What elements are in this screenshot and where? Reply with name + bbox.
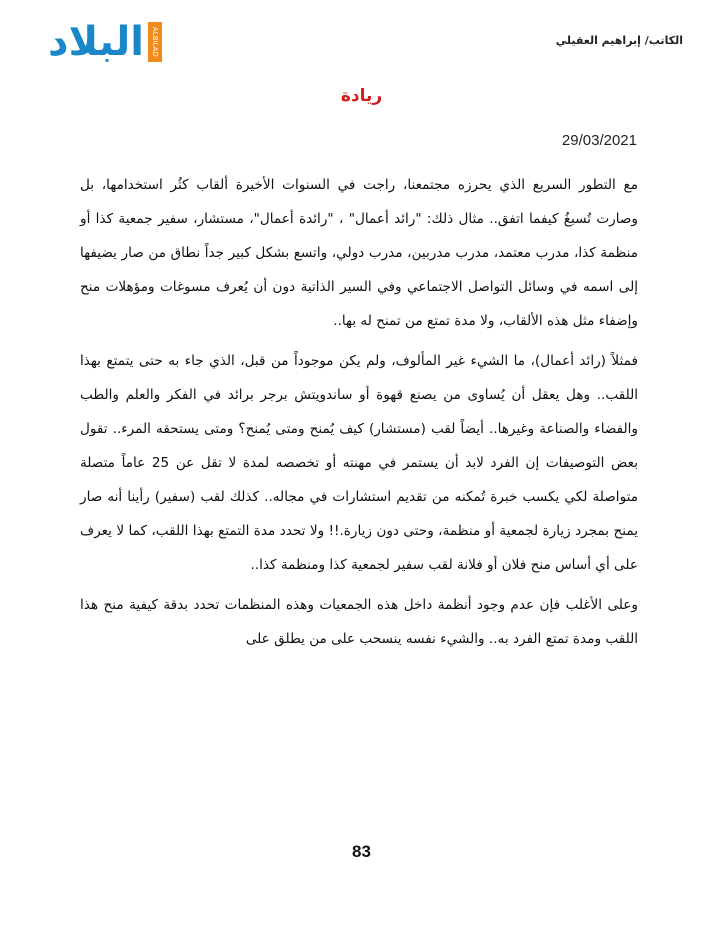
logo-tv-tag: ALBILAD (148, 22, 162, 62)
article-date: 29/03/2021 (561, 132, 637, 149)
logo-wordmark: البلاد (48, 19, 144, 65)
albilad-logo (48, 14, 178, 70)
paragraph-2: فمثلاً (رائد أعمال)، ما الشيء غير المألوف، ولم يكن موجوداً من قبل، الذي جاء به حتى يتمتع بهذا اللقب.. وهل يعقل أن يُساوى من يصنع قهوة أو ساندويتش برجر برائد في الفكر والعلم والطب والفضاء والصناعة وغيرها.. أيضاً لقب (مستشار) كيف يُمنح ومتى يُمنح؟ ومتى يستحقه المرء.. تقول بعض التوصيفات إن الفرد لابد أن يستمر في مهنته أو تخصصه لمدة لا تقل عن 25 عاماً متصلة متواصلة لكي يكسب خبرة تُمكنه من تقديم استشارات في مجاله.. كذلك لقب (سفير) رأينا أنه صار يمنح بمجرد زيارة لجمعية أو منظمة، وحتى دون زيارة.!! ولا تحدد مدة التمتع بهذا اللقب، كما لا يعرف على أي أساس منح فلان أو فلانة لقب سفير لجمعية كذا ومنظمة كذا.. (80, 353, 638, 573)
article-body (80, 168, 638, 662)
author-line: الكاتب/ إبراهيم العقيلي (555, 34, 683, 47)
article-title: ريادة (340, 86, 383, 106)
paragraph-3: وعلى الأغلب فإن عدم وجود أنظمة داخل هذه الجمعيات وهذه المنظمات تحدد بدقة كيفية منح هذا اللقب ومدة تمتع الفرد به.. والشيء نفسه ينسحب على من يطلق على (80, 597, 638, 647)
page-number: 83 (352, 842, 371, 861)
paragraph-1: مع التطور السريع الذي يحرزه مجتمعنا، راجت في السنوات الأخيرة ألقاب كثُر استخدامها، بل وصارت تُسبغُ كيفما اتفق.. مثال ذلك: "رائد أعمال" ، "رائدة أعمال"، مستشار، سفير جمعية كذا أو منظمة كذا، مدرب معتمد، مدرب مدربين، مدرب دولي، واتسع بشكل كبير جداً نطاق من صار يضيفها إلى اسمه في وسائل التواصل الاجتماعي وفي السير الذاتية دون أن يُعرف مسوغات ومؤهلات منح وإضفاء مثل هذه الألقاب، ولا مدة تمتع من تمنح له بها.. (80, 177, 638, 329)
